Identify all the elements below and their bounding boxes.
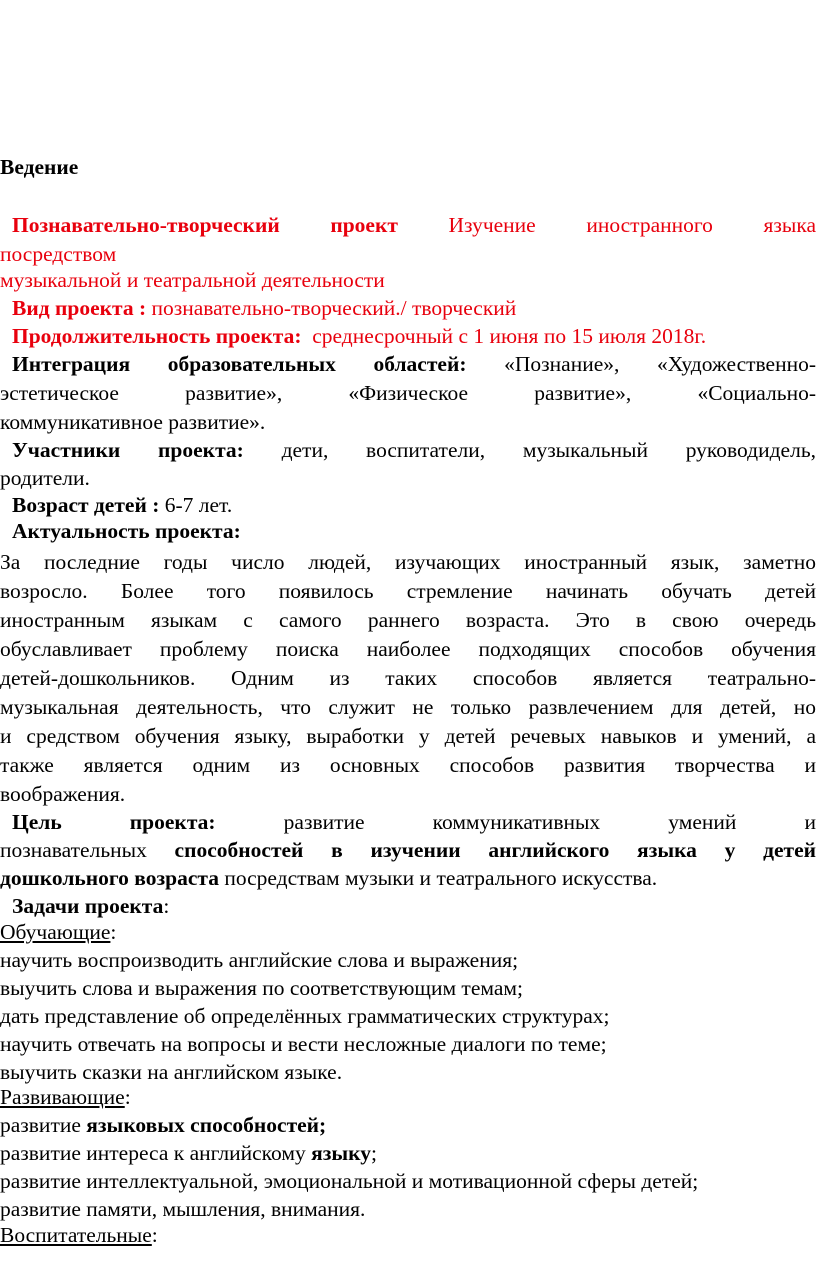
teaching-heading xyxy=(0,918,816,947)
task-item-bold: языку xyxy=(311,1141,371,1165)
educational-colon: : xyxy=(151,1223,158,1247)
page-heading xyxy=(0,153,816,182)
goal-line-2 xyxy=(0,836,816,865)
tasks-label: Задачи проекта xyxy=(12,894,164,918)
integration-line-2 xyxy=(0,379,816,408)
age-label: Возраст детей : xyxy=(12,493,160,517)
project-duration-label: Продолжительность проекта: xyxy=(12,324,302,348)
participants-label: Участники проекта: xyxy=(12,438,244,462)
task-item xyxy=(0,1139,816,1168)
developing-colon: : xyxy=(124,1085,131,1109)
goal-label: Цель проекта: xyxy=(12,810,216,834)
relevance-line: воображения. xyxy=(0,782,126,806)
task-item: выучить сказки на английском языке. xyxy=(0,1060,343,1084)
participants-line-2 xyxy=(0,464,816,493)
relevance-line: музыкальная деятельность, что служит не только развлечением для детей, но xyxy=(0,695,816,719)
relevance-heading xyxy=(12,517,816,546)
developing-label: Развивающие xyxy=(0,1085,125,1109)
integration-text-1: «Познание», «Художественно- xyxy=(504,352,816,376)
integration-label: Интеграция образовательных областей: xyxy=(12,352,467,376)
goal-text-1: развитие коммуникативных умений и xyxy=(283,810,816,834)
task-item: развитие интеллектуальной, эмоциональной и мотивационной сферы детей; xyxy=(0,1169,699,1193)
project-type-label: Познавательно-творческий проект xyxy=(12,213,398,237)
goal-text-3-bold: дошкольного возраста xyxy=(0,866,219,890)
relevance-line: также является одним из основных способов развития творчества и xyxy=(0,753,816,777)
project-duration-value: среднесрочный с 1 июня по 15 июля 2018г. xyxy=(312,324,707,348)
integration-line-1 xyxy=(12,350,816,379)
relevance-line: детей-дошкольников. Одним из таких способов является театрально- xyxy=(0,666,816,690)
participants-text-1: дети, воспитатели, музыкальный руководидель, xyxy=(281,438,816,462)
project-kind xyxy=(12,294,816,323)
developing-heading xyxy=(0,1083,816,1112)
task-item-end: ; xyxy=(370,1141,377,1165)
age-value: 6-7 лет. xyxy=(164,493,233,517)
educational-heading xyxy=(0,1221,816,1250)
tasks-colon: : xyxy=(163,894,170,918)
teaching-colon: : xyxy=(110,920,117,944)
page-heading-text: Ведение xyxy=(0,155,79,179)
project-title-line-2 xyxy=(0,240,816,269)
task-item-bold: языковых способностей; xyxy=(86,1113,327,1137)
project-title-part-3: музыкальной и театральной деятельности xyxy=(0,268,385,292)
relevance-line: и средством обучения языку, выработки у детей речевых навыков и умений, а xyxy=(0,724,816,748)
relevance-line: За последние годы число людей, изучающих иностранный язык, заметно xyxy=(0,550,816,574)
goal-line-3 xyxy=(0,864,816,893)
educational-label: Воспитательные xyxy=(0,1223,152,1247)
task-item-text: развитие интереса к английскому xyxy=(0,1141,312,1165)
project-kind-value: познавательно-творческий./ творческий xyxy=(151,296,517,320)
teaching-label: Обучающие xyxy=(0,920,111,944)
relevance-line: возросло. Более того появилось стремление начинать обучать детей xyxy=(0,579,816,603)
task-item: дать представление об определённых грамматических структурах; xyxy=(0,1004,610,1028)
integration-text-3: коммуникативное развитие». xyxy=(0,410,266,434)
tasks-heading xyxy=(12,892,816,921)
task-item-text: развитие xyxy=(0,1113,87,1137)
task-item: научить воспроизводить английские слова и выражения; xyxy=(0,948,519,972)
task-item: научить отвечать на вопросы и вести несложные диалоги по теме; xyxy=(0,1032,607,1056)
goal-text-2: познавательных xyxy=(0,838,147,862)
children-age xyxy=(12,491,816,520)
task-item: развитие памяти, мышления, внимания. xyxy=(0,1197,366,1221)
goal-text-3: посредствам музыки и театрального искусства. xyxy=(224,866,658,890)
task-item xyxy=(0,1111,816,1140)
project-title-part-1: Изучение иностранного языка xyxy=(448,213,816,237)
relevance-label: Актуальность проекта: xyxy=(12,519,241,543)
integration-text-2: эстетическое развитие», «Физическое развитие», «Социально- xyxy=(0,381,816,405)
relevance-line: обуславливает проблему поиска наиболее подходящих способов обучения xyxy=(0,637,816,661)
participants-line-1 xyxy=(12,436,816,465)
participants-text-2: родители. xyxy=(0,466,90,490)
project-title-line-1 xyxy=(12,211,816,240)
project-kind-label: Вид проекта : xyxy=(12,296,147,320)
goal-line-1 xyxy=(12,808,816,837)
task-item: выучить слова и выражения по соответствующим темам; xyxy=(0,976,523,1000)
project-duration xyxy=(12,322,816,351)
project-title-line-3 xyxy=(0,266,816,295)
project-title-part-2: посредством xyxy=(0,242,117,266)
integration-line-3 xyxy=(0,408,816,437)
relevance-line: иностранным языкам с самого раннего возраста. Это в свою очередь xyxy=(0,608,816,632)
goal-text-2-bold: способностей в изучении английского языка у детей xyxy=(174,838,816,862)
